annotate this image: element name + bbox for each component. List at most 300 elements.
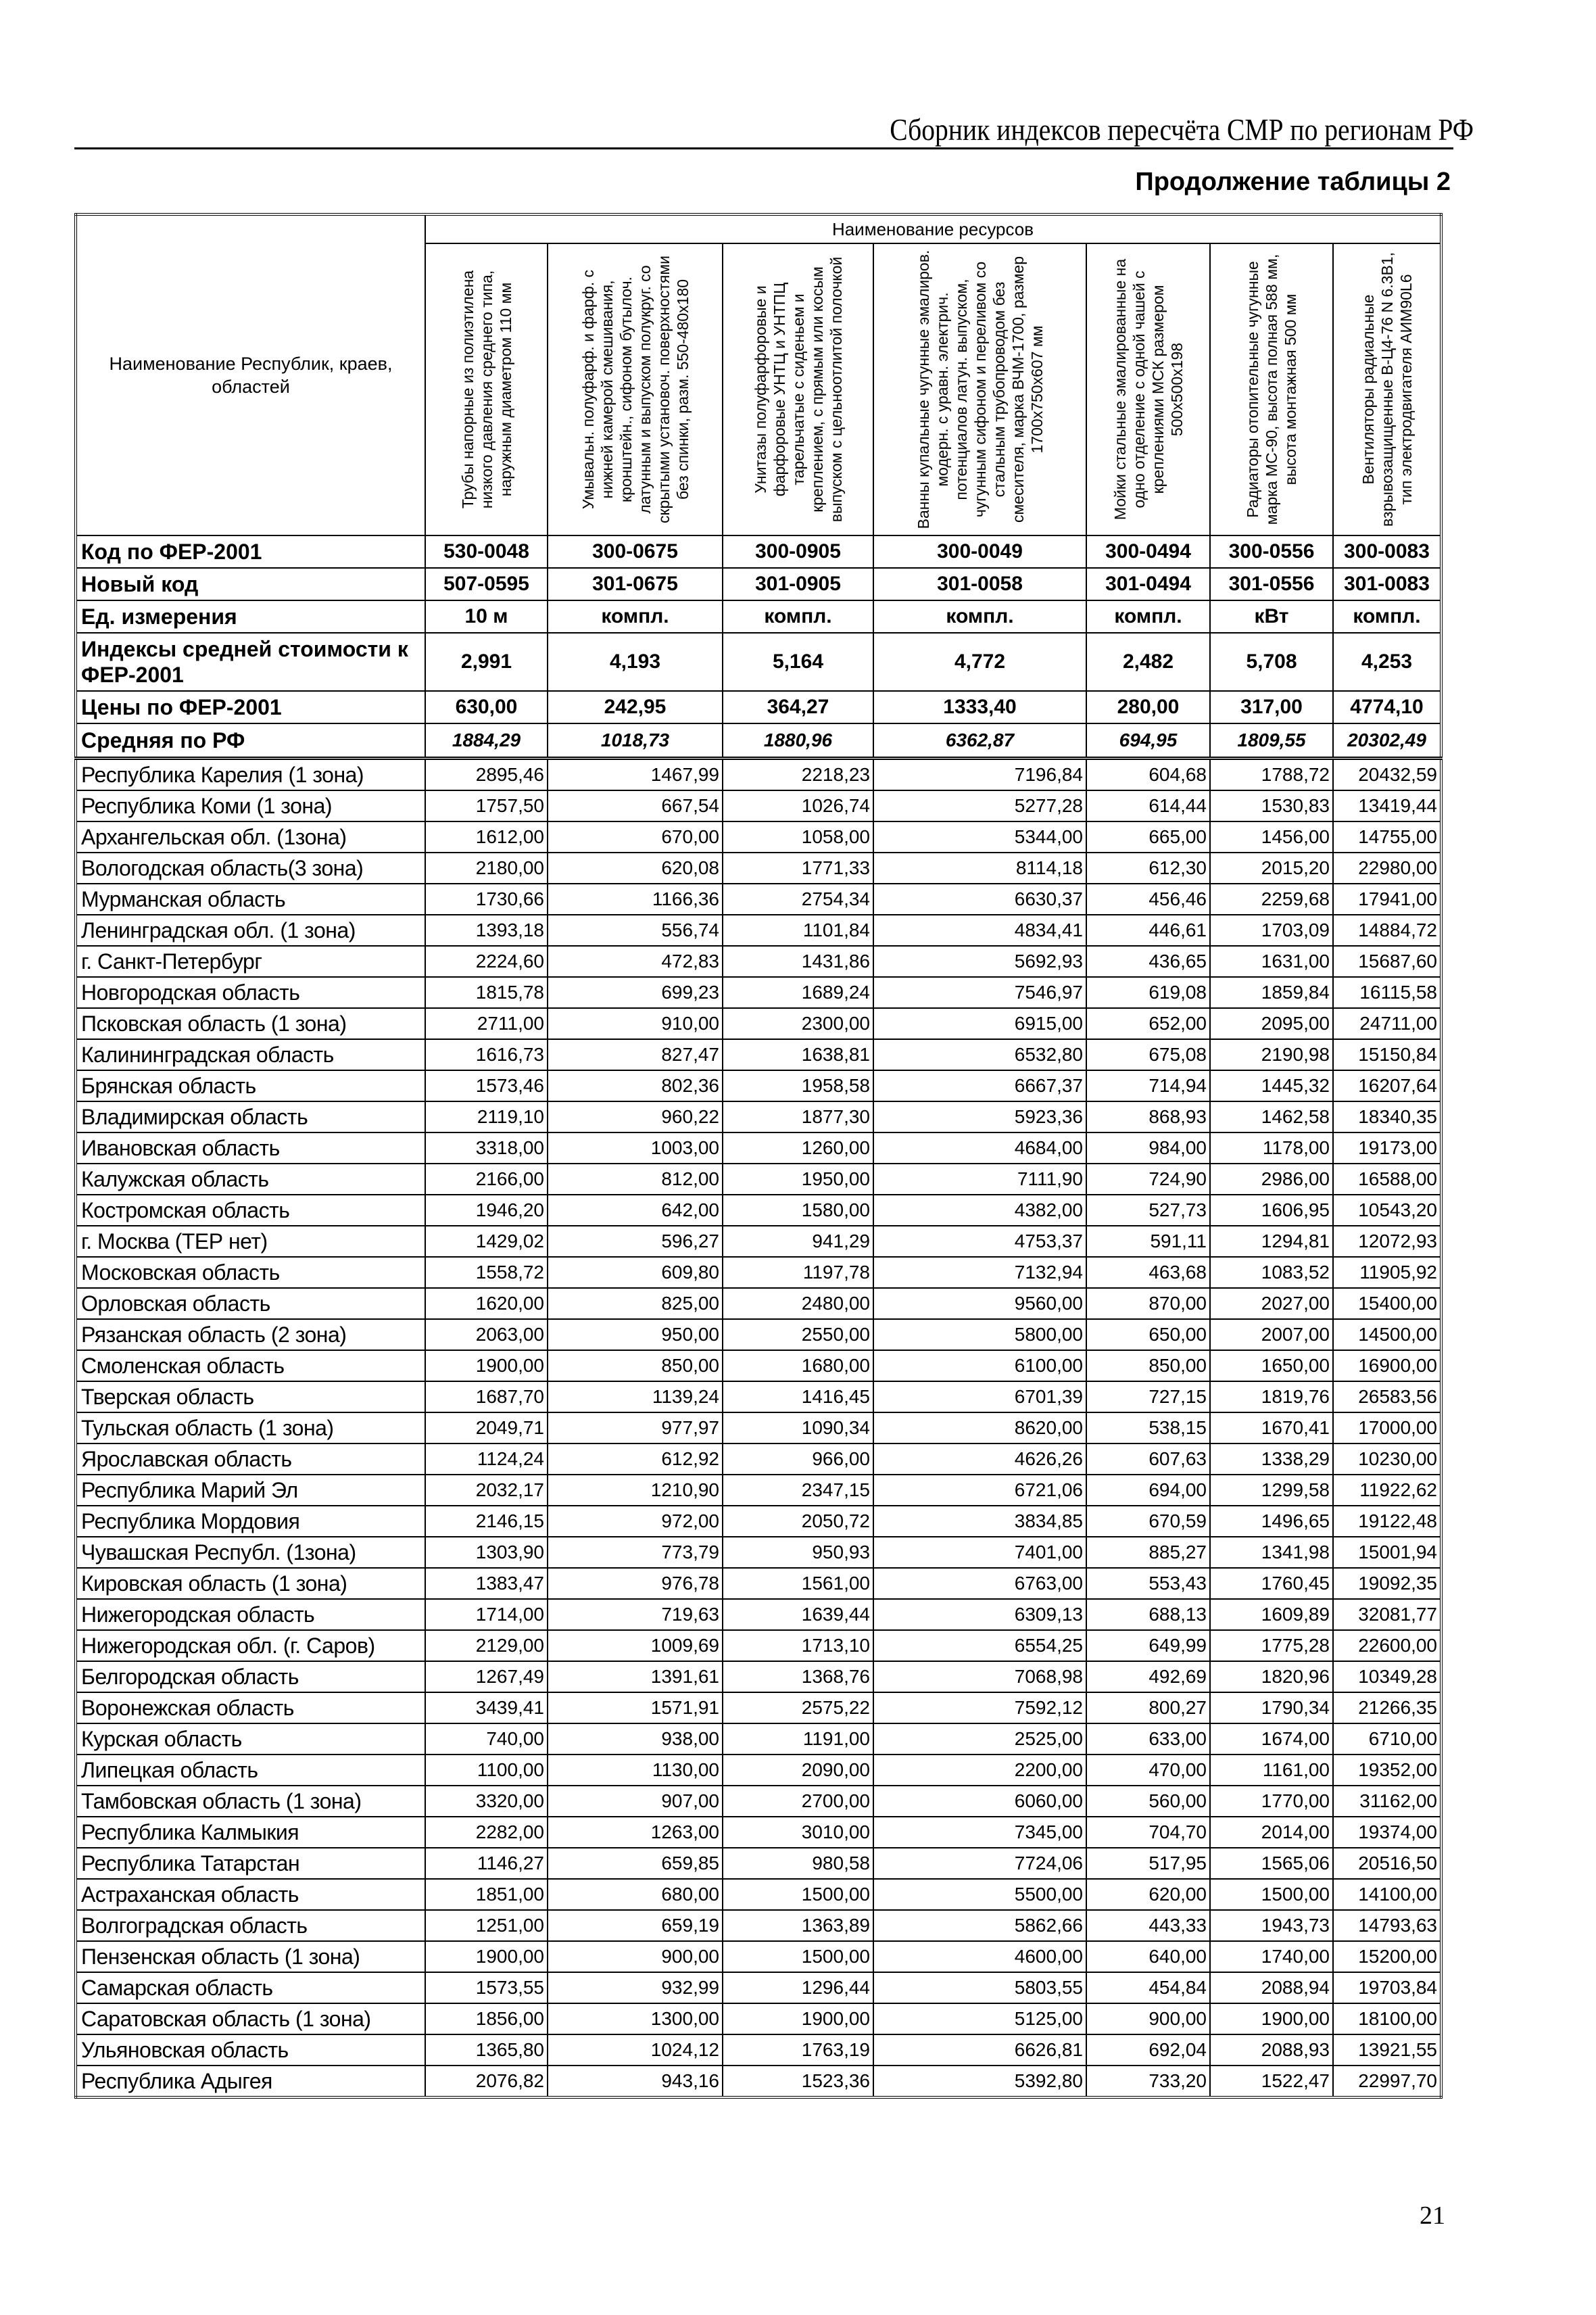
- price-cell: 6763,00: [873, 1568, 1086, 1599]
- table-row: [76, 1661, 1441, 1692]
- cell: 301-0494: [1086, 568, 1210, 600]
- price-cell: 692,04: [1086, 2034, 1210, 2066]
- price-cell: 1606,95: [1210, 1195, 1333, 1226]
- price-cell: 885,27: [1086, 1537, 1210, 1568]
- price-cell: 553,43: [1086, 1568, 1210, 1599]
- price-cell: 5692,93: [873, 946, 1086, 977]
- price-cell: 825,00: [548, 1288, 723, 1319]
- price-cell: 740,00: [425, 1723, 548, 1755]
- price-cell: 1900,00: [723, 2003, 873, 2034]
- cell: 280,00: [1086, 691, 1210, 723]
- region-name: Костромская область: [76, 1195, 425, 1226]
- price-cell: 2218,23: [723, 759, 873, 791]
- table-row: [76, 1817, 1441, 1848]
- price-cell: 2224,60: [425, 946, 548, 977]
- table-row: [76, 1755, 1441, 1786]
- price-cell: 612,92: [548, 1443, 723, 1475]
- price-cell: 665,00: [1086, 821, 1210, 853]
- price-cell: 7401,00: [873, 1537, 1086, 1568]
- price-cell: 436,65: [1086, 946, 1210, 977]
- price-cell: 20516,50: [1333, 1848, 1441, 1879]
- price-cell: 1958,58: [723, 1070, 873, 1101]
- table-row: [76, 1972, 1441, 2003]
- column-header-toilets: Унитазы полуфарфоровые и фарфоровые УНТЦ и УНТПЦ тарельчатые с сиденьем и креплением, с прямым или косым выпуском с цельноотлитой полочкой: [723, 243, 873, 535]
- table-row: [76, 759, 1441, 791]
- price-cell: 5500,00: [873, 1879, 1086, 1910]
- price-cell: 2063,00: [425, 1319, 548, 1350]
- price-cell: 4834,41: [873, 915, 1086, 946]
- row-label: Цены по ФЕР-2001: [76, 691, 425, 723]
- price-cell: 1771,33: [723, 853, 873, 884]
- region-name: Ивановская область: [76, 1132, 425, 1164]
- price-cell: 1260,00: [723, 1132, 873, 1164]
- price-cell: 2076,82: [425, 2066, 548, 2097]
- price-cell: 2015,20: [1210, 853, 1333, 884]
- price-cell: 2480,00: [723, 1288, 873, 1319]
- price-cell: 7132,94: [873, 1257, 1086, 1288]
- price-cell: 2049,71: [425, 1412, 548, 1443]
- column-header-sinks: Мойки стальные эмалированные на одно отделение с одной чашей с креплениями МСК размером 500х500х198: [1086, 243, 1210, 535]
- price-cell: 16115,58: [1333, 977, 1441, 1008]
- column-header-fans: Вентиляторы радиальные взрывозащищенные В-Ц4-76 N 6.3В1, тип электродвигателя АИМ90L6: [1333, 243, 1441, 535]
- cell: 1333,40: [873, 691, 1086, 723]
- price-cell: 1445,32: [1210, 1070, 1333, 1101]
- price-cell: 2119,10: [425, 1101, 548, 1132]
- price-cell: 727,15: [1086, 1381, 1210, 1412]
- price-cell: 9560,00: [873, 1288, 1086, 1319]
- price-cell: 1689,24: [723, 977, 873, 1008]
- price-cell: 950,00: [548, 1319, 723, 1350]
- region-name: Архангельская обл. (1зона): [76, 821, 425, 853]
- price-cell: 2088,94: [1210, 1972, 1333, 2003]
- price-cell: 16588,00: [1333, 1164, 1441, 1195]
- price-cell: 633,00: [1086, 1723, 1210, 1755]
- cell: 300-0556: [1210, 535, 1333, 568]
- price-cell: 620,08: [548, 853, 723, 884]
- price-cell: 1462,58: [1210, 1101, 1333, 1132]
- price-cell: 2575,22: [723, 1692, 873, 1723]
- price-cell: 941,29: [723, 1226, 873, 1257]
- price-cell: 2090,00: [723, 1755, 873, 1786]
- cell: компл.: [1333, 600, 1441, 633]
- cell: 300-0049: [873, 535, 1086, 568]
- price-cell: 18340,35: [1333, 1101, 1441, 1132]
- region-name: Новгородская область: [76, 977, 425, 1008]
- fer-price-row: [76, 691, 1441, 723]
- price-cell: 1416,45: [723, 1381, 873, 1412]
- price-cell: 14100,00: [1333, 1879, 1441, 1910]
- price-cell: 1687,70: [425, 1381, 548, 1412]
- table-row: [76, 1412, 1441, 1443]
- price-cell: 1523,36: [723, 2066, 873, 2097]
- price-cell: 1851,00: [425, 1879, 548, 1910]
- price-cell: 492,69: [1086, 1661, 1210, 1692]
- price-cell: 14884,72: [1333, 915, 1441, 946]
- price-cell: 910,00: [548, 1008, 723, 1039]
- price-cell: 13921,55: [1333, 2034, 1441, 2066]
- region-name: Брянская область: [76, 1070, 425, 1101]
- price-cell: 1090,34: [723, 1412, 873, 1443]
- table-row: [76, 915, 1441, 946]
- column-header-washbasins: Умывальн. полуфарф. и фарф. с нижней камерой смешивания, кронштейн., сифоном бутылоч. латунным и выпуском полукруг. со скрытыми установоч. поверхностями без спинки, разм. 550-480х180: [548, 243, 723, 535]
- price-cell: 614,44: [1086, 790, 1210, 821]
- price-cell: 1429,02: [425, 1226, 548, 1257]
- cell: 530-0048: [425, 535, 548, 568]
- region-name: Воронежская область: [76, 1692, 425, 1723]
- price-cell: 2095,00: [1210, 1008, 1333, 1039]
- price-cell: 31162,00: [1333, 1786, 1441, 1817]
- price-cell: 1294,81: [1210, 1226, 1333, 1257]
- price-cell: 19374,00: [1333, 1817, 1441, 1848]
- fer-code-row: [76, 535, 1441, 568]
- price-cell: 1674,00: [1210, 1723, 1333, 1755]
- price-cell: 2032,17: [425, 1475, 548, 1506]
- price-cell: 6554,25: [873, 1630, 1086, 1661]
- table-row: [76, 1599, 1441, 1630]
- column-header-pipes: Трубы напорные из полиэтилена низкого давления среднего типа, наружным диаметром 110 мм: [425, 243, 548, 535]
- price-cell: 527,73: [1086, 1195, 1210, 1226]
- price-cell: 1856,00: [425, 2003, 548, 2034]
- price-cell: 6100,00: [873, 1350, 1086, 1381]
- price-cell: 642,00: [548, 1195, 723, 1226]
- price-cell: 2754,34: [723, 884, 873, 915]
- price-cell: 1713,10: [723, 1630, 873, 1661]
- price-cell: 517,95: [1086, 1848, 1210, 1879]
- price-cell: 2282,00: [425, 1817, 548, 1848]
- price-cell: 8114,18: [873, 853, 1086, 884]
- price-cell: 443,33: [1086, 1910, 1210, 1941]
- price-cell: 620,00: [1086, 1879, 1210, 1910]
- price-cell: 1650,00: [1210, 1350, 1333, 1381]
- price-cell: 1130,00: [548, 1755, 723, 1786]
- price-cell: 7546,97: [873, 977, 1086, 1008]
- price-cell: 4684,00: [873, 1132, 1086, 1164]
- price-cell: 984,00: [1086, 1132, 1210, 1164]
- average-rf-row: [76, 723, 1441, 759]
- row-label: Ед. измерения: [76, 600, 425, 633]
- price-cell: 463,68: [1086, 1257, 1210, 1288]
- table-row: [76, 2003, 1441, 2034]
- price-cell: 5800,00: [873, 1319, 1086, 1350]
- table-row: [76, 1070, 1441, 1101]
- price-cell: 1612,00: [425, 821, 548, 853]
- price-cell: 454,84: [1086, 1972, 1210, 2003]
- region-name: Калининградская область: [76, 1039, 425, 1070]
- price-cell: 2259,68: [1210, 884, 1333, 915]
- region-name: Республика Коми (1 зона): [76, 790, 425, 821]
- price-cell: 699,23: [548, 977, 723, 1008]
- price-cell: 667,54: [548, 790, 723, 821]
- price-cell: 3010,00: [723, 1817, 873, 1848]
- cell: 300-0675: [548, 535, 723, 568]
- price-cell: 2050,72: [723, 1506, 873, 1537]
- table-row: [76, 1101, 1441, 1132]
- cell: 4,772: [873, 633, 1086, 691]
- price-cell: 2895,46: [425, 759, 548, 791]
- table-row: [76, 884, 1441, 915]
- price-cell: 472,83: [548, 946, 723, 977]
- price-cell: 1024,12: [548, 2034, 723, 2066]
- price-cell: 1703,09: [1210, 915, 1333, 946]
- price-cell: 680,00: [548, 1879, 723, 1910]
- region-name: Псковская область (1 зона): [76, 1008, 425, 1039]
- price-cell: 1946,20: [425, 1195, 548, 1226]
- price-cell: 1178,00: [1210, 1132, 1333, 1164]
- region-column-header: Наименование Республик, краев, областей: [76, 214, 425, 535]
- price-cell: 1197,78: [723, 1257, 873, 1288]
- cell: 301-0675: [548, 568, 723, 600]
- price-cell: 556,74: [548, 915, 723, 946]
- table-row: [76, 977, 1441, 1008]
- price-cell: 26583,56: [1333, 1381, 1441, 1412]
- price-cell: 1146,27: [425, 1848, 548, 1879]
- price-cell: 1900,00: [425, 1350, 548, 1381]
- price-cell: 1580,00: [723, 1195, 873, 1226]
- price-cell: 1303,90: [425, 1537, 548, 1568]
- price-cell: 943,16: [548, 2066, 723, 2097]
- cell: компл.: [873, 600, 1086, 633]
- price-cell: 2200,00: [873, 1755, 1086, 1786]
- price-cell: 10349,28: [1333, 1661, 1441, 1692]
- cell: 4774,10: [1333, 691, 1441, 723]
- price-cell: 2129,00: [425, 1630, 548, 1661]
- price-cell: 1561,00: [723, 1568, 873, 1599]
- price-cell: 14793,63: [1333, 1910, 1441, 1941]
- region-name: Орловская область: [76, 1288, 425, 1319]
- price-cell: 456,46: [1086, 884, 1210, 915]
- price-cell: 1500,00: [723, 1879, 873, 1910]
- price-cell: 850,00: [1086, 1350, 1210, 1381]
- price-cell: 5277,28: [873, 790, 1086, 821]
- page-number: 21: [1420, 2201, 1445, 2230]
- table-row: [76, 1226, 1441, 1257]
- price-cell: 827,47: [548, 1039, 723, 1070]
- price-cell: 977,97: [548, 1412, 723, 1443]
- table-row: [76, 1443, 1441, 1475]
- price-cell: 733,20: [1086, 2066, 1210, 2097]
- price-cell: 14500,00: [1333, 1319, 1441, 1350]
- region-name: Астраханская область: [76, 1879, 425, 1910]
- table-continuation-title: Продолжение таблицы 2: [1135, 168, 1451, 196]
- region-name: Республика Татарстан: [76, 1848, 425, 1879]
- price-cell: 4600,00: [873, 1941, 1086, 1972]
- table-row: [76, 1039, 1441, 1070]
- price-cell: 1522,47: [1210, 2066, 1333, 2097]
- price-cell: 670,00: [548, 821, 723, 853]
- table-row: [76, 946, 1441, 977]
- column-header-bathtubs: Ванны купальные чугунные эмалиров. модерн. с уравн. электрич. потенциалов латун. выпуском, чугунным сифоном и переливом со стальным трубопроводом без смесителя, марка ВЧМ-1700, размер 1700х750х607 мм: [873, 243, 1086, 535]
- price-cell: 7196,84: [873, 759, 1086, 791]
- table-row: [76, 1319, 1441, 1350]
- price-cell: 1363,89: [723, 1910, 873, 1941]
- region-name: Ярославская область: [76, 1443, 425, 1475]
- table-row: [76, 1879, 1441, 1910]
- price-cell: 900,00: [548, 1941, 723, 1972]
- price-cell: 1616,73: [425, 1039, 548, 1070]
- price-cell: 11922,62: [1333, 1475, 1441, 1506]
- price-cell: 6626,81: [873, 2034, 1086, 2066]
- price-cell: 1251,00: [425, 1910, 548, 1941]
- price-cell: 4382,00: [873, 1195, 1086, 1226]
- price-cell: 2166,00: [425, 1164, 548, 1195]
- price-cell: 1166,36: [548, 884, 723, 915]
- cell: кВт: [1210, 600, 1333, 633]
- region-name: Республика Карелия (1 зона): [76, 759, 425, 791]
- price-cell: 4626,26: [873, 1443, 1086, 1475]
- cell: 694,95: [1086, 723, 1210, 759]
- price-cell: 6710,00: [1333, 1723, 1441, 1755]
- region-name: г. Москва (ТЕР нет): [76, 1226, 425, 1257]
- price-cell: 1950,00: [723, 1164, 873, 1195]
- cell: компл.: [548, 600, 723, 633]
- new-code-row: [76, 568, 1441, 600]
- price-cell: 1788,72: [1210, 759, 1333, 791]
- price-cell: 22980,00: [1333, 853, 1441, 884]
- table-row: [76, 1288, 1441, 1319]
- price-cell: 2986,00: [1210, 1164, 1333, 1195]
- price-cell: 5344,00: [873, 821, 1086, 853]
- price-cell: 1124,24: [425, 1443, 548, 1475]
- price-cell: 1500,00: [1210, 1879, 1333, 1910]
- price-cell: 670,59: [1086, 1506, 1210, 1537]
- price-cell: 2711,00: [425, 1008, 548, 1039]
- table-row: [76, 1257, 1441, 1288]
- cell: 300-0905: [723, 535, 873, 568]
- resource-group-header: Наименование ресурсов: [425, 214, 1441, 243]
- cell: 10 м: [425, 600, 548, 633]
- price-cell: 7111,90: [873, 1164, 1086, 1195]
- price-cell: 12072,93: [1333, 1226, 1441, 1257]
- region-name: Самарская область: [76, 1972, 425, 2003]
- price-cell: 1365,80: [425, 2034, 548, 2066]
- table-row: [76, 1381, 1441, 1412]
- price-cell: 446,61: [1086, 915, 1210, 946]
- price-cell: 900,00: [1086, 2003, 1210, 2034]
- price-cell: 907,00: [548, 1786, 723, 1817]
- price-cell: 652,00: [1086, 1008, 1210, 1039]
- price-cell: 1558,72: [425, 1257, 548, 1288]
- region-name: Тверская область: [76, 1381, 425, 1412]
- price-cell: 1730,66: [425, 884, 548, 915]
- price-cell: 1058,00: [723, 821, 873, 853]
- price-cell: 612,30: [1086, 853, 1210, 884]
- price-cell: 604,68: [1086, 759, 1210, 791]
- cell: 301-0058: [873, 568, 1086, 600]
- table-row: [76, 1475, 1441, 1506]
- price-cell: 1819,76: [1210, 1381, 1333, 1412]
- price-cell: 18100,00: [1333, 2003, 1441, 2034]
- price-cell: 1815,78: [425, 977, 548, 1008]
- price-cell: 16900,00: [1333, 1350, 1441, 1381]
- price-cell: 5125,00: [873, 2003, 1086, 2034]
- price-cell: 724,90: [1086, 1164, 1210, 1195]
- region-name: Калужская область: [76, 1164, 425, 1195]
- region-rows: [76, 759, 1441, 2098]
- price-cell: 688,13: [1086, 1599, 1210, 1630]
- price-cell: 1456,00: [1210, 821, 1333, 853]
- price-cell: 1003,00: [548, 1132, 723, 1164]
- table-row: [76, 1350, 1441, 1381]
- price-cell: 659,85: [548, 1848, 723, 1879]
- price-cell: 5923,36: [873, 1101, 1086, 1132]
- price-cell: 1026,74: [723, 790, 873, 821]
- table-row: [76, 1164, 1441, 1195]
- price-cell: 1299,58: [1210, 1475, 1333, 1506]
- price-cell: 2007,00: [1210, 1319, 1333, 1350]
- price-cell: 4753,37: [873, 1226, 1086, 1257]
- price-cell: 6060,00: [873, 1786, 1086, 1817]
- price-cell: 19122,48: [1333, 1506, 1441, 1537]
- price-cell: 1431,86: [723, 946, 873, 977]
- price-cell: 2347,15: [723, 1475, 873, 1506]
- cell: 300-0083: [1333, 535, 1441, 568]
- price-cell: 1571,91: [548, 1692, 723, 1723]
- price-cell: 21266,35: [1333, 1692, 1441, 1723]
- price-cell: 1267,49: [425, 1661, 548, 1692]
- price-cell: 719,63: [548, 1599, 723, 1630]
- price-cell: 1639,44: [723, 1599, 873, 1630]
- region-name: Республика Марий Эл: [76, 1475, 425, 1506]
- price-cell: 1775,28: [1210, 1630, 1333, 1661]
- price-cell: 2525,00: [873, 1723, 1086, 1755]
- price-cell: 6630,37: [873, 884, 1086, 915]
- price-cell: 13419,44: [1333, 790, 1441, 821]
- price-cell: 2700,00: [723, 1786, 873, 1817]
- table-row: [76, 2034, 1441, 2066]
- region-name: Белгородская область: [76, 1661, 425, 1692]
- price-cell: 1101,84: [723, 915, 873, 946]
- price-cell: 1467,99: [548, 759, 723, 791]
- price-cell: 1763,19: [723, 2034, 873, 2066]
- price-cell: 19352,00: [1333, 1755, 1441, 1786]
- table-row: [76, 1630, 1441, 1661]
- price-cell: 1391,61: [548, 1661, 723, 1692]
- cell: 6362,87: [873, 723, 1086, 759]
- index-row: [76, 633, 1441, 691]
- region-name: Нижегородская обл. (г. Саров): [76, 1630, 425, 1661]
- price-cell: 1161,00: [1210, 1755, 1333, 1786]
- price-cell: 2088,93: [1210, 2034, 1333, 2066]
- table-row: [76, 1132, 1441, 1164]
- price-cell: 972,00: [548, 1506, 723, 1537]
- region-name: Республика Адыгея: [76, 2066, 425, 2097]
- price-cell: 1009,69: [548, 1630, 723, 1661]
- price-cell: 7592,12: [873, 1692, 1086, 1723]
- table-row: [76, 1848, 1441, 1879]
- price-cell: 5803,55: [873, 1972, 1086, 2003]
- price-cell: 1670,41: [1210, 1412, 1333, 1443]
- region-name: Тамбовская область (1 зона): [76, 1786, 425, 1817]
- price-cell: 607,63: [1086, 1443, 1210, 1475]
- price-cell: 1900,00: [1210, 2003, 1333, 2034]
- price-cell: 1263,00: [548, 1817, 723, 1848]
- region-name: Мурманская область: [76, 884, 425, 915]
- price-cell: 1620,00: [425, 1288, 548, 1319]
- price-cell: 850,00: [548, 1350, 723, 1381]
- cell: 630,00: [425, 691, 548, 723]
- price-cell: 1393,18: [425, 915, 548, 946]
- table-row: [76, 2066, 1441, 2097]
- unit-row: [76, 600, 1441, 633]
- price-cell: 19092,35: [1333, 1568, 1441, 1599]
- table-row: [76, 1786, 1441, 1817]
- price-cell: 6701,39: [873, 1381, 1086, 1412]
- column-header-radiators: Радиаторы отопительные чугунные марка МС-90, высота полная 588 мм, высота монтажная 500 мм: [1210, 243, 1333, 535]
- price-cell: 609,80: [548, 1257, 723, 1288]
- price-cell: 694,00: [1086, 1475, 1210, 1506]
- price-cell: 1139,24: [548, 1381, 723, 1412]
- price-cell: 19173,00: [1333, 1132, 1441, 1164]
